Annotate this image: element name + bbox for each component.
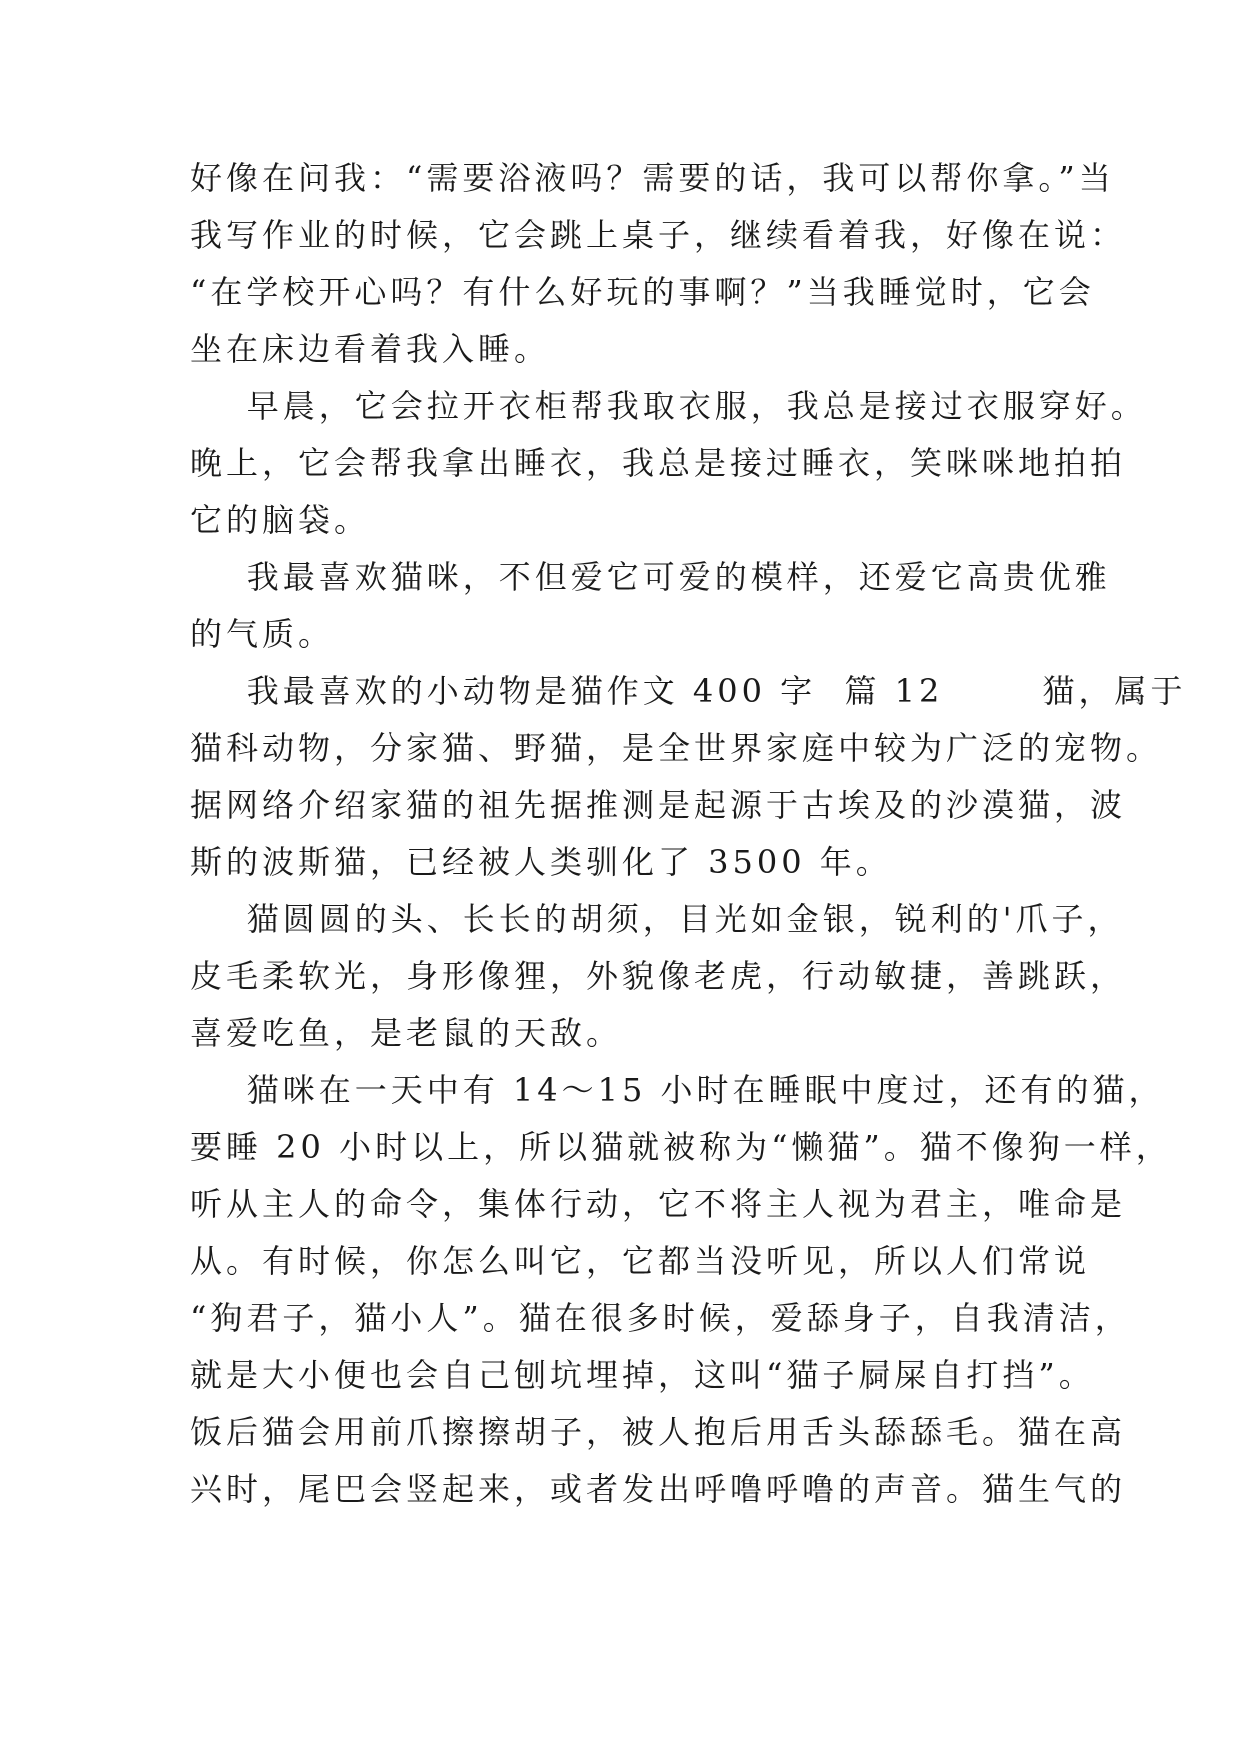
text-line-22: 就是大小便也会自己刨坑埋掉，这叫“猫子屙屎自打挡”。 (190, 1356, 1095, 1394)
text-line-10: 我最喜欢的小动物是猫作文 400 字 篇 12 猫，属于 (190, 672, 1187, 710)
text-line-6: 晚上，它会帮我拿出睡衣，我总是接过睡衣，笑咪咪地拍拍 (190, 444, 1127, 482)
text-line-1: 好像在问我：“需要浴液吗？需要的话，我可以帮你拿。”当 (190, 159, 1115, 197)
text-line-20: 从。有时候，你怎么叫它，它都当没听见，所以人们常说 (190, 1242, 1091, 1280)
text-line-14: 猫圆圆的头、长长的胡须，目光如金银，锐利的'爪子， (190, 900, 1124, 938)
text-line-3: “在学校开心吗？有什么好玩的事啊？”当我睡觉时，它会 (190, 273, 1095, 311)
text-line-19: 听从主人的命令，集体行动，它不将主人视为君主，唯命是 (190, 1185, 1127, 1223)
text-line-17: 猫咪在一天中有 14～15 小时在睡眠中度过，还有的猫， (190, 1071, 1165, 1109)
text-line-13: 斯的波斯猫，已经被人类驯化了 3500 年。 (190, 843, 892, 881)
text-line-15: 皮毛柔软光，身形像狸，外貌像老虎，行动敏捷，善跳跃， (190, 957, 1127, 995)
text-line-2: 我写作业的时候，它会跳上桌子，继续看着我，好像在说： (190, 216, 1127, 254)
text-line-5: 早晨，它会拉开衣柜帮我取衣服，我总是接过衣服穿好。 (190, 387, 1147, 425)
text-line-4: 坐在床边看着我入睡。 (190, 330, 551, 368)
text-line-11: 猫科动物，分家猫、野猫，是全世界家庭中较为广泛的宠物。 (190, 729, 1163, 767)
text-line-8: 我最喜欢猫咪，不但爱它可爱的模样，还爱它高贵优雅 (190, 558, 1111, 596)
text-line-7: 它的脑袋。 (190, 501, 371, 539)
text-line-16: 喜爱吃鱼，是老鼠的天敌。 (190, 1014, 623, 1052)
text-line-23: 饭后猫会用前爪擦擦胡子，被人抱后用舌头舔舔毛。猫在高 (190, 1413, 1127, 1451)
text-line-9: 的气质。 (190, 615, 335, 653)
text-line-12: 据网络介绍家猫的祖先据推测是起源于古埃及的沙漠猫，波 (190, 786, 1127, 824)
text-line-21: “狗君子，猫小人”。猫在很多时候，爱舔身子，自我清洁， (190, 1299, 1131, 1337)
text-line-18: 要睡 20 小时以上，所以猫就被称为“懒猫”。猫不像狗一样， (190, 1128, 1172, 1166)
text-line-24: 兴时，尾巴会竖起来，或者发出呼噜呼噜的声音。猫生气的 (190, 1470, 1127, 1508)
